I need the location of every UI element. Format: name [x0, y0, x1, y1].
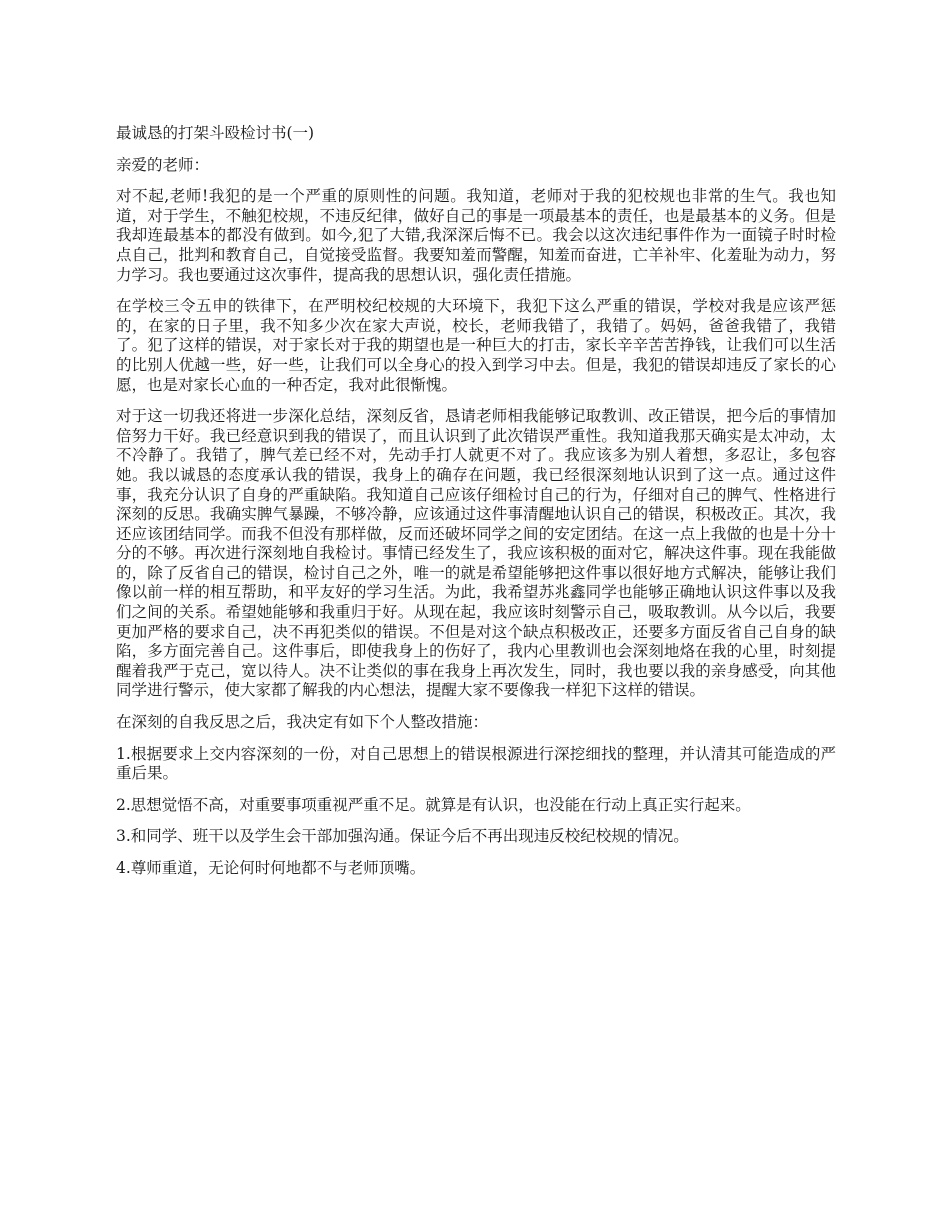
salutation: 亲爱的老师： [116, 155, 210, 174]
paragraph-reflection: 对于这一切我还将进一步深化总结，深刻反省，恳请老师相我能够记取教训、改正错误，把今后的事情加倍努力干好。我已经意识到我的错误了，而且认识到了此次错误严重性。我知道我那天确实是太冲动，太不冷静了。我错了，脾气差已经不对，先动手打人就更不对了。我应该多为别人着想，多忍让，多包容她。我以诚恳的态度承认我的错误，我身上的确存在问题，我已经很深刻地认识到了这一点。通过这件事，我充分认识了自身的严重缺陷。我知道自己应该仔细检讨自己的行为，仔细对自己的脾气、性格进行深刻的反思。我确实脾气暴躁，不够冷静，应该通过这件事清醒地认识自己的错误，积极改正。其次，我还应该团结同学。而我不但没有那样做，反而还破坏同学之间的安定团结。在这一点上我做的也是十分十分的不够。再次进行深刻地自我检讨。事情已经发生了，我应该积极的面对它，解决这件事。现在我能做的，除了反省自己的错误，检讨自己之外，唯一的就是希望能够把这件事以很好地方式解决，能够让我们像以前一样的相互帮助，和平友好的学习生活。为此，我希望苏兆鑫同学也能够正确地认识这件事以及我们之间的关系。希望她能够和我重归于好。从现在起，我应该时刻警示自己，吸取教训。从今以后，我要更加严格的要求自己，决不再犯类似的错误。不但是对这个缺点积极改正，还要多方面反省自己自身的缺陷，多方面完善自己。这件事后，即使我身上的伤好了，我内心里教训也会深刻地烙在我的心里，时刻提醒着我严于克己，宽以待人。决不让类似的事在我身上再次发生，同时，我也要以我的亲身感受，向其他同学进行警示，使大家都了解我的内心想法，提醒大家不要像我一样犯下这样的错误。 [116, 407, 836, 700]
measure-item-2: 2.思想觉悟不高，对重要事项重视严重不足。就算是有认识，也没能在行动上真正实行起来。 [116, 795, 751, 814]
document-title: 最诚恳的打架斗殴检讨书(一) [116, 124, 315, 142]
paragraph-measures-intro: 在深刻的自我反思之后，我决定有如下个人整改措施： [116, 713, 489, 732]
measure-item-4: 4.尊师重道，无论何时何地都不与老师顶嘴。 [116, 859, 426, 877]
paragraph-apology: 对不起,老师!我犯的是一个严重的原则性的问题。我知道，老师对于我的犯校规也非常的生气。我也知道，对于学生，不触犯校规，不违反纪律，做好自己的事是一项最基本的责任，也是最基本的义务。但是我却连最基本的都没有做到。如今,犯了大错,我深深后悔不已。我会以这次违纪事件作为一面镜子时时检点自己，批判和教育自己，自觉接受监督。我要知羞而警醒，知羞而奋进，亡羊补牢、化羞耻为动力，努力学习。我也要通过这次事件，提高我的思想认识，强化责任措施。 [116, 187, 836, 284]
paragraph-school-family: 在学校三令五申的铁律下，在严明校纪校规的大环境下，我犯下这么严重的错误，学校对我是应该严惩的，在家的日子里，我不知多少次在家大声说，校长，老师我错了，我错了。妈妈，爸爸我错了，我错了。犯了这样的错误，对于家长对于我的期望也是一种巨大的打击，家长辛辛苦苦挣钱，让我们可以生活的比别人优越一些，好一些，让我们可以全身心的投入到学习中去。但是，我犯的错误却违反了家长的心愿，也是对家长心血的一种否定，我对此很惭愧。 [116, 297, 836, 394]
measure-item-1: 1.根据要求上交内容深刻的一份，对自己思想上的错误根源进行深挖细找的整理，并认清其可能造成的严重后果。 [116, 744, 836, 783]
measure-item-3: 3.和同学、班干以及学生会干部加强沟通。保证今后不再出现违反校纪校规的情况。 [116, 827, 689, 846]
document-page [116, 124, 836, 891]
